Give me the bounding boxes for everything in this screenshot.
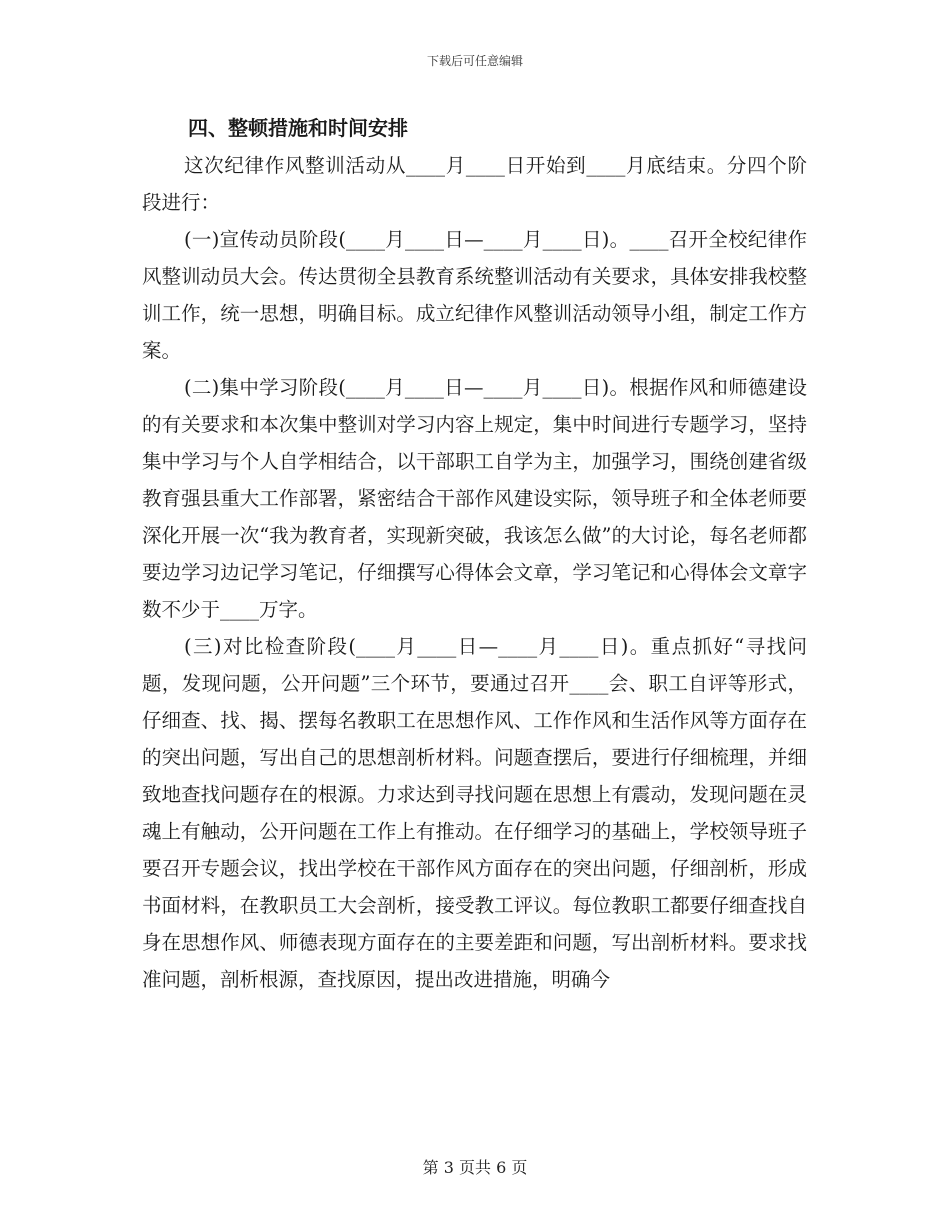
document-body — [142, 110, 807, 998]
paragraph-stage-3: (三)对比检查阶段(____月____日—____月____日)。重点抓好“寻找问题，发现问题，公开问题”三个环节，要通过召开____会、职工自评等形式，仔细查、找、揭、摆每名教职工在思想作风、工作作风和生活作风等方面存在的突出问题，写出自己的思想剖析材料。问题查摆后，要进行仔细梳理，并细致地查找问题存在的根源。力求达到寻找问题在思想上有震动，发现问题在灵魂上有触动，公开问题在工作上有推动。在仔细学习的基础上，学校领导班子要召开专题会议，找出学校在干部作风方面存在的突出问题，仔细剖析，形成书面材料，在教职员工大会剖析，接受教工评议。每位教职工都要仔细查找自身在思想作风、师德表现方面存在的主要差距和问题，写出剖析材料。要求找准问题，剖析根源，查找原因，提出改进措施，明确今 — [142, 635, 807, 991]
section-heading: 四、整顿措施和时间安排 — [188, 116, 408, 140]
paragraph-stage-1: (一)宣传动员阶段(____月____日—____月____日)。____召开全校纪律作风整训动员大会。传达贯彻全县教育系统整训活动有关要求，具体安排我校整训工作，统一思想，明确目标。成立纪律作风整训活动领导小组，制定工作方案。 — [142, 228, 807, 362]
paragraph-stage-2: (二)集中学习阶段(____月____日—____月____日)。根据作风和师德建设的有关要求和本次集中整训对学习内容上规定，集中时间进行专题学习，坚持集中学习与个人自学相结合，以干部职工自学为主，加强学习，围绕创建省级教育强县重大工作部署，紧密结合干部作风建设实际，领导班子和全体老师要深化开展一次“我为教育者，实现新突破，我该怎么做”的大讨论，每名老师都要边学习边记学习笔记，仔细撰写心得体会文章，学习笔记和心得体会文章字数不少于____万字。 — [142, 376, 807, 621]
paragraph-intro: 这次纪律作风整训活动从____月____日开始到____月底结束。分四个阶段进行： — [142, 154, 807, 214]
page-header-note: 下载后可任意编辑 — [426, 54, 523, 68]
page-number: 第 3 页共 6 页 — [422, 1158, 528, 1177]
